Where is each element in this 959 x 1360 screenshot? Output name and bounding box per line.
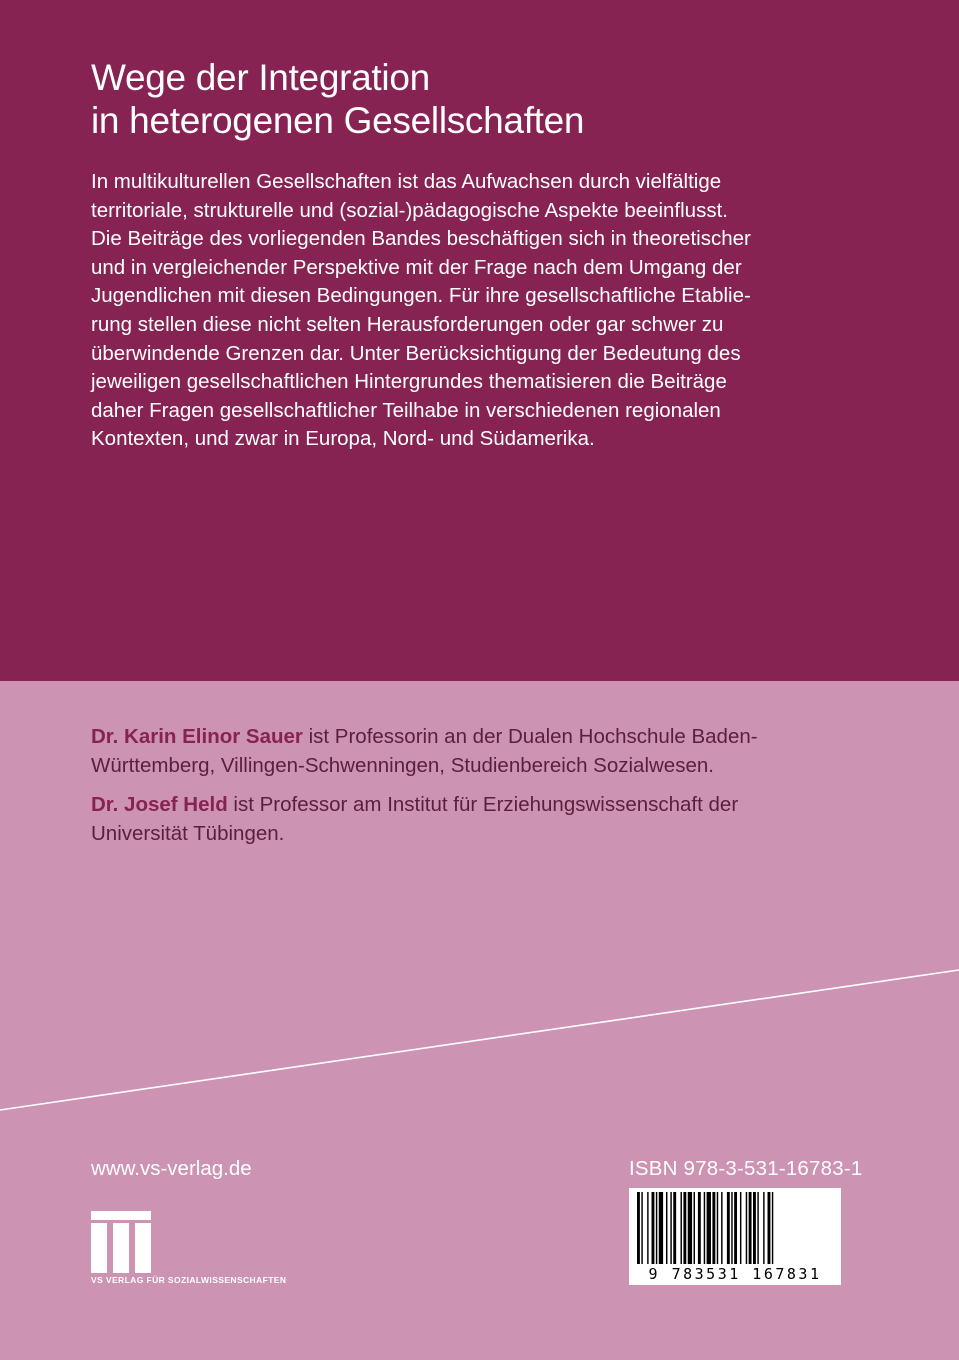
barcode-bar (712, 1192, 715, 1264)
barcode-bar (731, 1192, 732, 1264)
barcode-bar (647, 1192, 648, 1264)
barcode-bar (641, 1192, 642, 1264)
book-description (91, 168, 861, 454)
barcode-bar (753, 1192, 756, 1264)
description-line: territoriale, strukturelle und (sozial-)pädagogische Aspekte beeinflusst. (91, 198, 728, 222)
title-line: Wege der Integration (91, 57, 430, 98)
author-bio-text: ist Professorin an der Dualen Hochschule Baden- (302, 725, 758, 748)
barcode-bar (772, 1192, 773, 1264)
barcode-bar (707, 1192, 711, 1264)
barcode-bar (768, 1192, 771, 1264)
barcode-bar (740, 1192, 741, 1264)
book-title (91, 56, 891, 142)
barcode-bar (698, 1192, 701, 1264)
description-line: In multikulturellen Gesellschaften ist das Aufwachsen durch vielfältige (91, 170, 722, 193)
author-bio-text: ist Professor am Institut für Erziehungswissenschaft der (227, 793, 739, 816)
description-line: jeweiligen gesellschaftlichen Hintergrundes thematisieren die Beiträge (91, 370, 727, 394)
barcode-bar (694, 1192, 695, 1264)
barcode-bar (763, 1192, 764, 1264)
barcode-bar (721, 1192, 722, 1264)
author-bio-line: Württemberg, Villingen-Schwenningen, Studienbereich Sozialwesen. (91, 754, 714, 777)
diagonal-divider (0, 968, 959, 1118)
description-line: daher Fragen gesellschaftlicher Teilhabe in verschiedenen regionalen (91, 398, 721, 422)
description-line: Jugendlichen mit diesen Bedingungen. Für ihre gesellschaftliche Etablie- (91, 284, 751, 308)
barcode-bar (746, 1192, 747, 1264)
author-name: Dr. Josef Held (91, 793, 228, 816)
author-bio-line: Universität Tübingen. (91, 822, 285, 845)
barcode-bar (704, 1192, 705, 1264)
publisher-logo-text: VS VERLAG FÜR SOZIALWISSENSCHAFTEN (91, 1275, 287, 1285)
description-line: und in vergleichender Perspektive mit der Frage nach dem Umgang der (91, 255, 742, 279)
barcode-bar (670, 1192, 671, 1264)
author-bio-line (91, 722, 881, 751)
barcode-bar (656, 1192, 657, 1264)
description-line: Kontexten, und zwar in Europa, Nord- und Südamerika. (91, 427, 595, 451)
barcode-bar (659, 1192, 663, 1264)
barcode-bar (673, 1192, 676, 1264)
barcode-bar (652, 1192, 655, 1264)
title-line: in heterogenen Gesellschaften (91, 100, 585, 141)
author-name: Dr. Karin Elinor Sauer (91, 725, 303, 748)
barcode-bar (717, 1192, 718, 1264)
author-bio (91, 790, 881, 848)
barcode-bar (734, 1192, 737, 1264)
author-bio (91, 722, 881, 780)
barcode-bar (666, 1192, 667, 1264)
barcode-bar (683, 1192, 686, 1264)
barcode-bar (727, 1192, 730, 1264)
description-line: Die Beiträge des vorliegenden Bandes beschäftigen sich in theoretischer (91, 227, 751, 251)
isbn-label: ISBN 978-3-531-16783-1 (629, 1157, 863, 1180)
barcode (629, 1188, 841, 1285)
publisher-website: www.vs-verlag.de (91, 1157, 252, 1180)
description-line: überwindende Grenzen dar. Unter Berücksichtigung der Bedeutung des (91, 341, 741, 365)
barcode-bar (688, 1192, 692, 1264)
author-section (91, 722, 881, 858)
barcode-bar (749, 1192, 752, 1264)
barcode-bar (637, 1192, 640, 1264)
description-line: rung stellen diese nicht selten Herausforderungen oder gar schwer zu (91, 312, 724, 336)
author-bio-line (91, 790, 881, 819)
barcode-bar (757, 1192, 758, 1264)
barcode-bar (681, 1192, 682, 1264)
barcode-digits: 9 783531 167831 (629, 1265, 841, 1283)
